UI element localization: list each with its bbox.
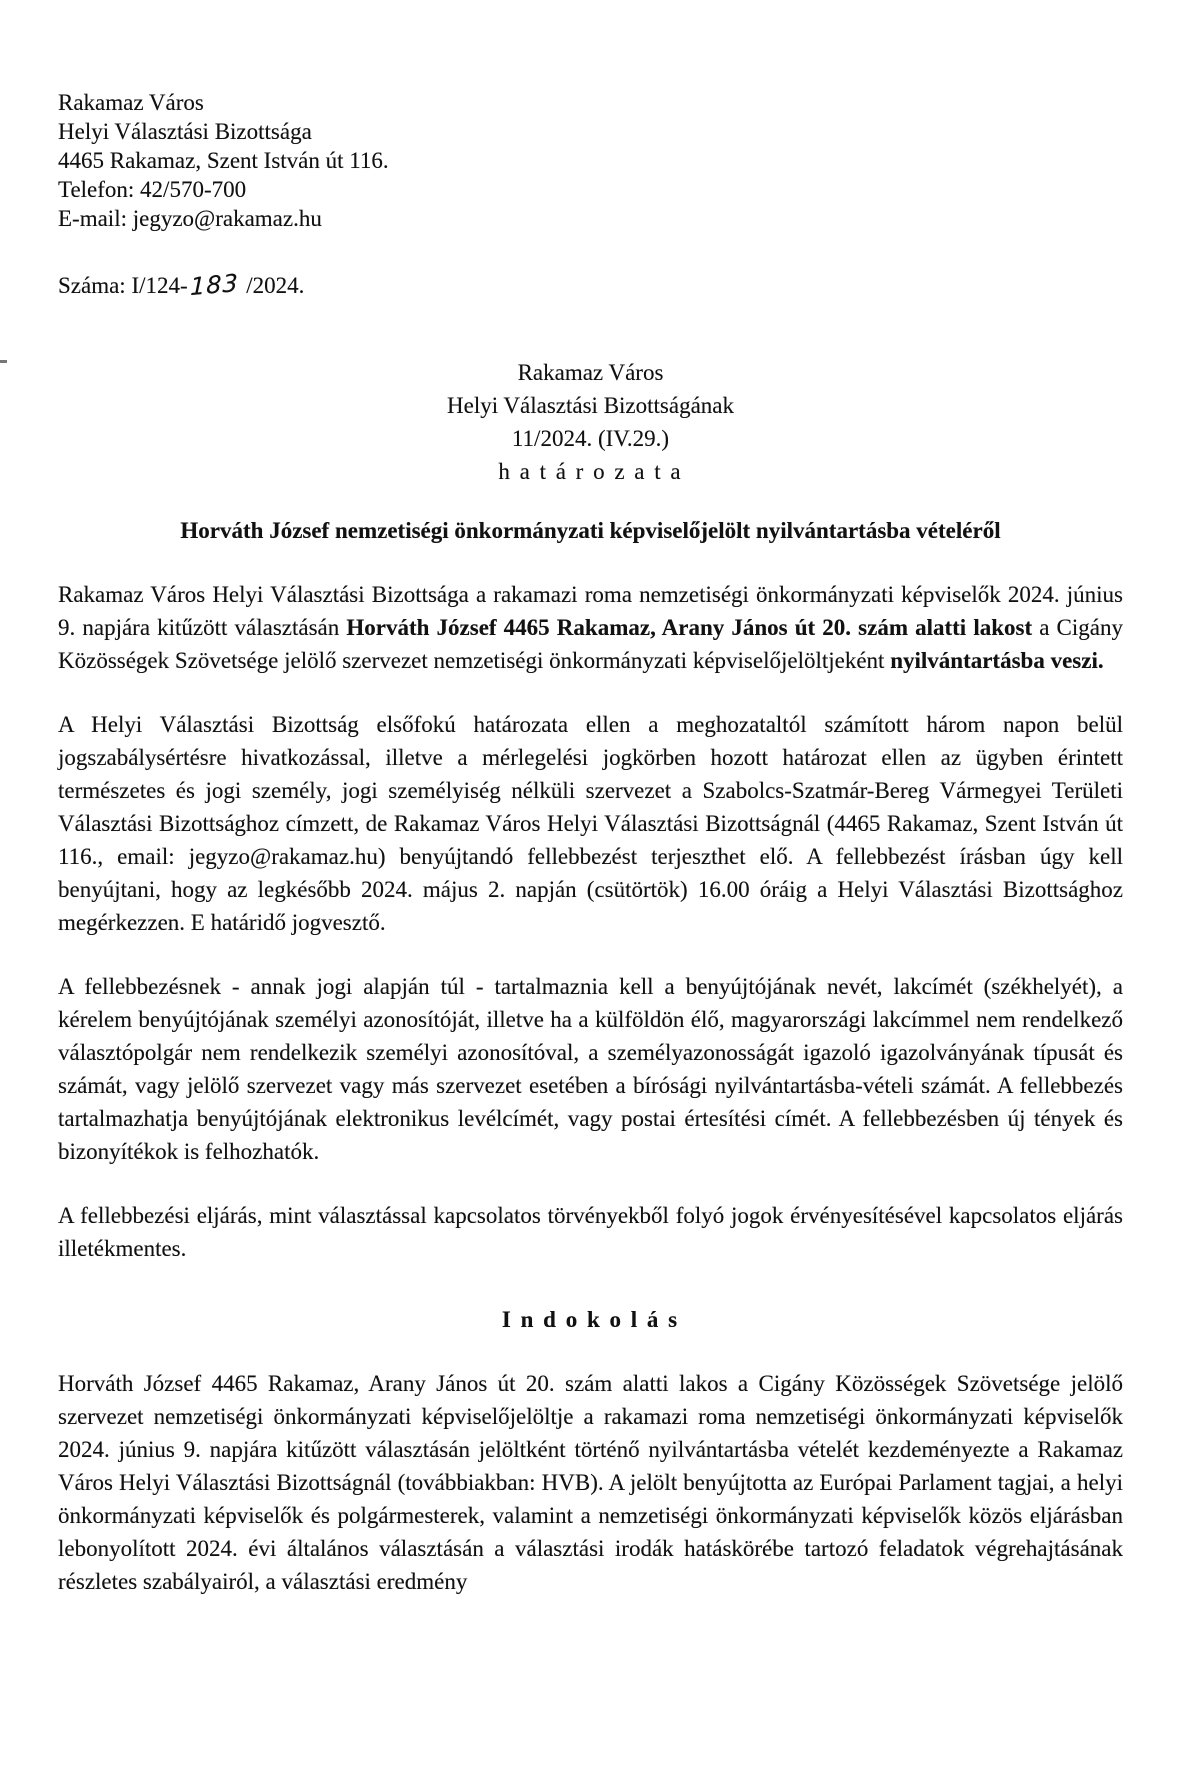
paragraph-resolution [58, 578, 1123, 677]
letterhead-phone: Telefon: 42/570-700 [58, 177, 247, 202]
decision-heading-city: Rakamaz Város [517, 360, 664, 385]
section-heading-justification: I n d o k o l á s [501, 1307, 680, 1332]
paragraph-resolution-candidate-bold: Horváth József 4465 Rakamaz, Arany János út 20. szám alatti lakost [346, 615, 1033, 640]
paragraph-justification: Horváth József 4465 Rakamaz, Arany János út 20. szám alatti lakos a Cigány Közösségek Szövetsége jelölő szervezet nemzetiségi önkormányzati képviselőjelöltje a rakamazi roma nemzetiségi önkormányzati képviselők 2024. június 9. napjára kitűzött választásán jelöltként történő nyilvántartásba vételét kezdeményezte a Rakamaz Város Helyi Választási Bizottságnál (továbbiakban: HVB). A jelölt benyújtotta az Európai Parlament tagjai, a helyi önkormányzati képviselők és polgármesterek, valamint a nemzetiségi önkormányzati képviselők közös eljárásban lebonyolított 2024. évi általános választásán a választási irodák hatáskörébe tartozó feladatok végrehajtásának részletes szabályairól, a választási eredmény [58, 1371, 1123, 1594]
decision-heading-word: h a t á r o z a t a [498, 459, 683, 484]
paragraph-appeal-content-requirements: A fellebbezésnek - annak jogi alapján túl - tartalmaznia kell a benyújtójának nevét, lakcímét (székhelyét), a kérelem benyújtójának személyi azonosítóját, illetve ha a külföldön élő, magyarországi lakcímmel nem rendelkező választópolgár nem rendelkezik személyi azonosítóval, a személyazonosságát igazoló igazolványának típusát és számát, vagy jelölő szervezet vagy más szervezet esetében a bírósági nyilvántartásba-vételi számát. A fellebbezés tartalmazhatja benyújtójának elektronikus levélcímét, vagy postai értesítési címét. A fellebbezésben új tények és bizonyítékok is felhozhatók. [58, 974, 1123, 1164]
case-number-suffix: /2024. [240, 273, 305, 298]
letterhead-organization-name: Helyi Választási Bizottsága [58, 119, 312, 144]
paragraph-resolution-text-1: Rakamaz Város Helyi Választási Bizottsága a rakamazi roma nemzetiségi önkormányzati képviselők 2024. június 9. napjára kitűzött választásán [58, 582, 1123, 640]
letterhead-email: E-mail: jegyzo@rakamaz.hu [58, 206, 322, 231]
decision-heading [58, 356, 1123, 488]
paragraph-resolution-text-2: a Cigány Közösségek Szövetsége jelölő szervezet nemzetiségi önkormányzati képviselőjelöltjeként [58, 615, 1123, 673]
subject-title: Horváth József nemzetiségi önkormányzati képviselőjelölt nyilvántartásba vételéről [180, 518, 1001, 543]
letterhead [58, 88, 1123, 233]
paragraph-appeal-rules: A Helyi Választási Bizottság elsőfokú határozata ellen a meghozataltól számított három napon belül jogszabálysértésre hivatkozással, illetve a mérlegelési jogkörben hozott határozat ellen az ügyben érintett természetes és jogi személy, jogi személyiség nélküli szervezet a Szabolcs-Szatmár-Bereg Vármegyei Területi Választási Bizottsághoz címzett, de Rakamaz Város Helyi Választási Bizottságnál (4465 Rakamaz, Szent István út 116., email: jegyzo@rakamaz.hu) benyújtandó fellebbezést terjeszthet elő. A fellebbezést írásban úgy kell benyújtani, hogy az legkésőbb 2024. május 2. napján (csütörtök) 16.00 óráig a Helyi Választási Bizottsághoz megérkezzen. E határidő jogvesztő. [58, 712, 1123, 935]
case-number-prefix: Száma: I/124- [58, 273, 188, 298]
scan-artifact-mark [0, 360, 7, 363]
case-number-handwritten: 183 [189, 268, 239, 302]
case-number-line [58, 268, 1123, 302]
paragraph-fee-exemption: A fellebbezési eljárás, mint választással kapcsolatos törvényekből folyó jogok érvényesítésével kapcsolatos eljárás illetékmentes. [58, 1203, 1123, 1261]
decision-heading-committee: Helyi Választási Bizottságának [447, 393, 734, 418]
letterhead-organization-city: Rakamaz Város [58, 90, 204, 115]
decision-heading-number: 11/2024. (IV.29.) [511, 426, 670, 451]
letterhead-address: 4465 Rakamaz, Szent István út 116. [58, 148, 389, 173]
paragraph-resolution-decision-bold: nyilvántartásba veszi. [890, 648, 1104, 673]
